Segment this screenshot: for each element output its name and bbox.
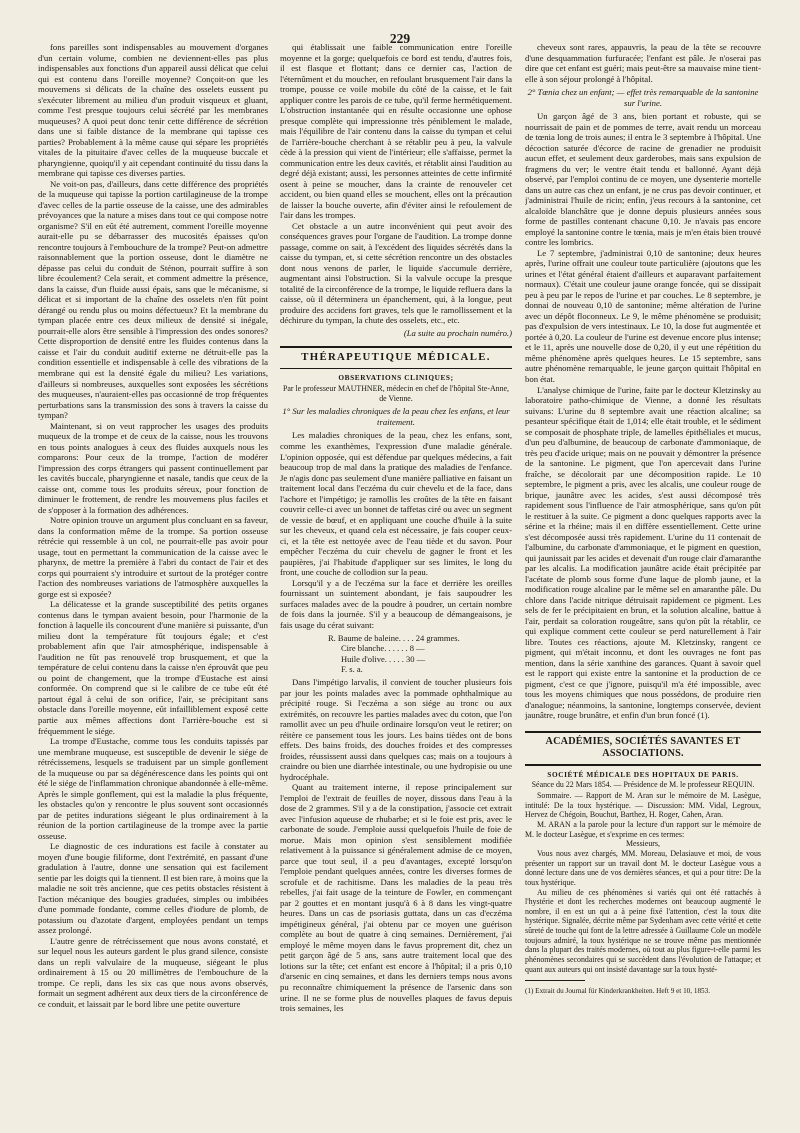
- paragraph: Au milieu de ces phénomènes si variés qui ont été rattachés à l'hystérie et dont les recherches modernes ont beaucoup augmenté le nombre, il en est un qui a à peine fixé l'attention, c'est la toux dite hystérique. Signalée, décrite même par Sydenham avec cette vérité et cette sûreté de touche qui font de la lettre adressée à Guillaume Cole un modèle toujours admiré, la toux hystérique ne se trouve même pas mentionnée dans la plupart des traités modernes, où tout au plus figure-t-elle parmi les phénomènes secondaires qui se succèdent dans l'évolution de l'attaque; et quant aux auteurs qui ont insisté davantage sur la toux hysté-: [525, 887, 761, 974]
- paragraph: M. ARAN a la parole pour la lecture d'un rapport sur le mémoire de M. le docteur Lasègue, et s'exprime en ces termes:: [525, 820, 761, 839]
- column-middle: [280, 42, 512, 1120]
- society-name: SOCIÉTÉ MÉDICALE DES HOPITAUX DE PARIS.: [547, 769, 739, 779]
- paragraph: La trompe d'Eustache, comme tous les conduits tapissés par une membrane muqueuse, est susceptible de devenir le siége de rétrécissemens, lesquels se traduisent par un simple gonflement de la muqueuse ou par sa dégénérescence dans les points qui ont été le siége de l'inflammation chronique abandonnée à elle-même. Après le simple gonflement, qui est la maladie la plus fréquente, les obstacles qu'on y rencontre le plus souvent sont occasionnés par de petites indurations siégeant le plus ordinairement à la réunion de la portion cartilagineuse de la trompe avec la partie osseuse.: [38, 736, 268, 841]
- paragraph: Maintenant, si on veut rapprocher les usages des produits muqueux de la trompe et de ceux de la caisse, nous les trouvons en tous points analogues à ceux des fluides auxquels nous les comparons: Pour ceux de la trompe, l'action de modérer l'impression des corps étrangers qui passent continuellement par les cavités buccale, pharyngienne et nasale, tandis que ceux de la caisse ont, comme tous les produits séreux, pour fonction de diminuer le frottement, de rendre les mouvemens plus faciles et de s'opposer à la formation des adhérences.: [38, 420, 268, 515]
- sommaire: Sommaire. — Rapport de M. Aran sur le mémoire de M. Lasègue, intitulé: De la toux hystérique. — Discussion: MM. Vidal, Legroux, Hervez de Chégoin, Bouchut, Barthez, H. Roger, Cahen, Aran.: [525, 791, 761, 820]
- paragraph: qui établissait une faible communication entre l'oreille moyenne et la gorge; quelquefois ce bord est tendu, d'autres fois, il est flasque et flottant; dans ce dernier cas, l'action de l'éternûment et du moucher, en refoulant brusquement l'air dans la trompe, pousse ce voile mobile du côté de la caisse, et le fait appliquer contre les parois de ce tube, qu'il ferme hermétiquement. L'obstruction instantanée qui en résulte occasionne une ophose presque complète qui impressionne très péniblement le malade, mais l'équilibre de l'air contenu dans la caisse du tympan et celui de l'arrière-bouche cherchant à se rétablir peu à peu, la valvule cède à la pression qui vient de l'intérieur; elle s'affaisse, permet la communication entre les deux cavités, et rétablit ainsi l'audition au degré déjà existant; aussi, les personnes atteintes de cette infirmité osent à peine se moucher, dans la crainte de renouveler cet accident, ou bien quand elles se mouchent, elles ont la précaution de laisser la bouche ouverte, afin d'éviter ainsi le refoulement de l'air dans les trompes.: [280, 42, 512, 221]
- section-subtitle: OBSERVATIONS CLINIQUES;: [338, 372, 454, 382]
- paragraph: Le diagnostic de ces indurations est facile à constater au moyen d'une bougie filiforme, dont l'extrémité, en passant d'une gradulation à l'autre, donne une sensation qui est facilement sentie par les doigts qui la tiennent. Il est bien rare, à moins que la maladie ne soit très ancienne, que ces petits obstacles résistent à l'action mécanique des bougies graduées, simples ou imbibées d'une pommade fondante, comme celles d'iodure de plomb, de potassium ou d'azotate d'argent, employées pendant un temps assez prolongé.: [38, 841, 268, 936]
- session-date: Séance du 22 Mars 1854. — Présidence de M. le professeur REQUIN.: [531, 779, 755, 789]
- column-left: [38, 42, 268, 1120]
- section-title-therapeutique: THÉRAPEUTIQUE MÉDICALE.: [280, 346, 512, 368]
- continued-note: (La suite au prochain numéro.): [403, 327, 512, 338]
- paragraph: Quant au traitement interne, il repose principalement sur l'emploi de l'extrait de feuilles de noyer, dissous dans l'eau à la dose de 2 grammes. S'il y a de la constipation, j'associe cet extrait avec l'infusion aqueuse de rhubarbe; et si le foie est pris, avec le carbonate de soude. J'emploie aussi quelquefois l'huile de foie de morue. Mais mon opinion s'est sensiblement modifiée relativement à la puissance si généralement admise de ce moyen, parce que tout seul, il a peu d'avantages, excepté lorsqu'on l'emploie pendant quelques années, contre les diverses formes de scrofule et de rachitisme. Dans les maladies de la peau très rebelles, j'ai fait usage de la teinture de Fowler, en commençant par 2 gouttes et en montant jusqu'à 6 à 8 dans les vingt-quatre heures. Dans un cas de psoriasis guttata, dans un cas d'eczéma impétigineux général, j'ai obtenu par ce moyen une guérison complète au bout de quatre à cinq semaines. Dernièrement, j'ai employé le même moyen dans le favus proprement dit, chez un petit garçon âgé de 5 ans, sans autre traitement local que des lotions sur la tête; cet enfant est encore à l'hôpital; il a pris 0,10 d'arsenic en cinq semaines, et dans les derniers temps nous avons pu reconnaître chimiquement la présence de l'arsenic dans son urine. Il ne se forme plus de nouvelles plaques de favus depuis trois semaines, les: [280, 782, 512, 1014]
- paragraph: Un garçon âgé de 3 ans, bien portant et robuste, qui se nourrissait de pain et de pommes de terre, avait rendu un morceau de tœnia long de trois aunes; il entra le 3 septembre à l'hôpital. Une décoction saturée d'écorce de racine de grenadier ne produisit aucun effet, et seulement deux garderobes, mais sans expulsion de fragmens du ver; le ventre était tendu et ballonné. Ayant déjà observé, par l'emploi continu de ce moyen, une dysenterie mortelle dans un autre cas chez un enfant, je ne crus pas devoir continuer, et j'administrai l'huile de ricin; enfin, j'eus recours à la santonine, cet alcaloïde blanchâtre que je donne depuis plusieurs années sous forme de pastilles contenant chacune 0,10. Je n'avais pas encore employé la santonine contre le tœnia, mais je m'en étais bien trouvé contre les lombrics.: [525, 111, 761, 248]
- paragraph: Vous nous avez chargés, MM. Moreau, Delasiauve et moi, de vous présenter un rapport sur un travail dont M. le docteur Lasègue vous a donné lecture dans une de vos dernières séances, et qui a pour titre: De la toux hystérique.: [525, 849, 761, 887]
- paragraph: L'autre genre de rétrécissement que nous avons constaté, et sur lequel nous les auteurs gardent le plus grand silence, consiste dans un repli valvulaire de la muqueuse, siégeant le plus ordinairement à 15 ou 20 millimètres de l'embouchure de la trompe. Ce repli, dans les six cas que nous avons observés, formait un segment adhérent aux deux tiers de la circonférence de ce conduit, et laissait par le bord libre une petite ouverture: [38, 935, 268, 1009]
- footnote-rule: [525, 980, 585, 981]
- column-right: [525, 42, 761, 1120]
- article-heading: 1° Sur les maladies chroniques de la peau chez les enfans, et leur traitement.: [282, 406, 510, 427]
- paragraph: Ne voit-on pas, d'ailleurs, dans cette différence des propriétés de la muqueuse qui tapisse la portion cartilagineuse de la trompe d'avec celles de la partie osseuse de la caisse, une des admirables prévoyances que la nature a mises dans tout ce qui compose notre organisme? S'il en eût été autrement, comment l'oreille moyenne aurait-elle pu se débarrasser des mucosités épaisses qu'on rencontre toujours à l'embouchure de la trompe? Peut-on admettre raisonnablement que la portion osseuse, dont le diamètre ne dépasse pas celui du conduit de Sténon, pourrait suffire à son libre écoulement? Cela serait, et comment admettre la présence, dans la caisse, d'un fluide aussi épais, sans que le mécanisme, si délicat et si important de la chaîne des osselets n'en fût point dérangé ou rendu plus ou moins défectueux? Et la membrane du tympan placée entre ces deux milieux de densité si inégale, pourrait-elle alors être sensible à l'impression des ondes sonores? Cette disproportion de densité entre les fluides contenus dans la caisse et l'air du conduit auditif externe ne détruit-elle pas la condition essentielle et indispensable à celle des vibrations de la membrane qui est la densité égale du milieu? Les variations, d'ailleurs si nombreuses, auxquelles sont exposées les sécrétions des muqueuses, n'auraient-elles pas occasionné de trop fréquentes perturbations sans la transmission des sons à travers la caisse du tympan?: [38, 178, 268, 421]
- recipe-line: R. Baume de baleine. . . . 24 grammes.: [328, 633, 460, 644]
- section-title-academies: ACADÉMIES, SOCIÉTÉS SAVANTES ET ASSOCIATIONS.: [525, 731, 761, 766]
- recipe-line: Huile d'olive. . . . . 30 —: [341, 653, 426, 664]
- article-heading: 2° Tœnia chez un enfant; — effet très remarquable de la santonine sur l'urine.: [527, 87, 759, 108]
- paragraph: L'analyse chimique de l'urine, faite par le docteur Kletzinsky au laboratoire patho-chimique de Vienne, a donné les résultats suivans: L'urine du 8 septembre avait une réaction alcaline; sa pesanteur spécifique était de 1,014; elle était trouble, et le sédiment se composait de phosphate triple, de lamelles épithéliales et mucus, d'un peu d'albumine, de beaucoup de carbonate d'ammoniaque, de très peu d'acide urique; mais on ne pouvait y démontrer la présence de la santonine. Le pigment, que l'on apercevait dans l'urine fraîche, se décolorait par une décomposition rapide. Le 10 septembre, le pigment a pris, avec les alcalis, une couleur rouge de brique, jaunâtre avec les acides, s'est aussi décomposé très rapidement sous l'influence de l'air atmosphérique, sans qu'on pût le restituer à la suite. Ce pigment a donc quelques rapports avec la sérine et la rhéine; mais il en diffère essentiellement. Cette urine s'est décomposée aussi très rapidement. L'urine du 11 contenait de l'albumine, du carbonate d'ammoniaque, et le pigment en question, qui jaunissait par les acides et devenait d'un rouge clair d'amaranthe par les alcalis. La modification jaunâtre acide était précipitée par l'acétate de plomb sous forme d'une laque de plomb jaune, et la modification rouge alcaline par le même sel en amaranthe pâle. Du chlore dans l'acide nitrique détruisait rapidement ce pigment. Les sels de fer le précipitaient en brun, et la solution alcaline, battue à l'air, perdait sa coloration rougeâtre, sans qu'on pût la rétablir, ce qui explique comment cette couleur se perd naturellement à l'air libre. Toutes ces réactions, ajoute M. Kletzinsky, rangent ce pigment, qui m'était inconnu, et dont les ouvrages ne font pas mention, dans la série xanthine des garances. Quant à savoir quel est le rapport qui existe entre la santonine et la production de ce pigment, c'est ce que j'ignore, puisqu'il m'a été impossible, avec tous les moyens chimiques que nous possédons, de produire rien d'analogue; néanmoins, la santonine, longtemps conservée, devient jaunâtre, rouge brunâtre, et enfin d'un brun foncé (1).: [525, 384, 761, 721]
- paragraph: Messieurs,: [626, 839, 660, 849]
- paragraph: Dans l'impétigo larvalis, il convient de toucher plusieurs fois par jour les points malades avec la pommade ophthalmique au précipité rouge. Si l'eczéma a son siége au tronc ou aux extrémités, on recouvre les parties malades avec du coton, que l'on ramollit avec un peu d'huile ordinaire lorsqu'on veut le retirer; on réitère ce pansement tous les jours. Les bains tièdes ont de bons effets. Des bains froids, des douches froides et des compresses froides, réussissent aussi dans quelques cas; mais on a toujours à craindre ou bien une diarrhée intestinale, ou une hydropisie ou une hydrocéphale.: [280, 677, 512, 782]
- paragraph: Notre opinion trouve un argument plus concluant en sa faveur, dans la conformation même de la trompe. Sa portion osseuse rétrécie qui ressemble à un col, ne pourrait-elle pas avoir pour usage, tout en permettant la communication de la caisse avec le pharynx, de mettre la première à l'abri du contact de l'air et des corps qui pourraient s'y introduire et surtout de la protéger contre l'action des nombreuses variations de l'atmosphère auxquelles la gorge est si exposée?: [38, 515, 268, 599]
- paragraph: Cet obstacle a un autre inconvénient qui peut avoir des conséquences graves pour l'organe de l'audition. La trompe donne passage, comme on sait, à l'excédent des liquides sécrétés dans la caisse du tympan, et, si cette sécrétion rencontre un des obstacles dont nous venons de parler, le liquide s'accumule derrière, augmentant ainsi l'obstruction. Si la valvule occupe la presque totalité de la circonférence de la trompe, le liquide refluera dans la caisse, où il déterminera un épanchement, qui, à la longue, peut produire des accidens fort graves, tels que le ramollissement et la déchirure du tympan, la chute des osselets, etc., etc.: [280, 220, 512, 326]
- footnote: (1) Extrait du Journal für Kinderkrankheiten. Heft 9 et 10, 1853.: [525, 987, 711, 996]
- page-number: 229: [389, 31, 411, 46]
- paragraph: Lorsqu'il y a de l'eczéma sur la face et derrière les oreilles fournissant un suintement abondant, je fais saupoudrer les surfaces malades avec de la poudre à poudrer, un certain nombre de fois dans la journée. S'il y a beaucoup de démangeaisons, je fais usage du cérat suivant:: [280, 577, 512, 630]
- recipe: [328, 633, 512, 674]
- paragraph: La délicatesse et la grande susceptibilité des petits organes contenus dans le tympan avaient besoin, pour l'harmonie de la fonction à laquelle ils concourent d'une manière si puissante, d'un milieu dont la température fût toujours égale; et c'est probablement afin que l'air atmosphérique, indispensable à l'audition ne fût pas renouvelé trop brusquement, et que la température de celui contenu dans la caisse n'en éprouvât que peu ou point de changement, que la trompe d'Eustache est ainsi conformée. On comprend que si le calibre de ce tube eût été partout égal à celui de son orifice, l'air, se précipitant sans obstacle dans l'oreille moyenne, eût infailliblement exposé cette partie aux mêmes affections dont l'arrière-bouche est si fréquemment le siége.: [38, 599, 268, 736]
- paragraph: Le 7 septembre, j'administrai 0,10 de santonine; deux heures après, l'urine offrait une couleur toute particulière (ajoutons que les urines et l'état général étaient d'ailleurs et auparavant parfaitement normaux). C'était une couleur jaune orange foncée, qui se dissipait peu à peu par le repos de l'urine et par couches. Le 8 septembre, je donnai de nouveau 0,10 de santonine; même altération de l'urine avec un dépôt floconneux. Le 9, le même phénomène se produisit; pas d'expulsion de vers intestinaux. Le 10, la dose fut augmentée et portée à 0,20. La couleur de l'urine est devenue encore plus intense; et le 11, après une nouvelle dose de 0,20, il y eut une répétition du même phénomène après quelques heures. Le 15 septembre, sans autre phénomène remarquable, le jeune garçon quittait l'hôpital en bon état.: [525, 247, 761, 384]
- paragraph: fons pareilles sont indispensables au mouvement d'organes d'un certain volume, combien ne deviennent-elles pas plus indispensables aux fonctions d'un appareil aussi délicat que celui qui est contenu dans l'oreille moyenne? Conçoit-on que les mouvemens si délicats de la chaîne des osselets eussent pu s'exécuter librement au milieu d'un produit visqueux et gluant, comme l'est presque toujours celui sécrété par les membranes muqueuses? A quoi peut donc tenir cette différence de sécrétion dans une si faible distance de la membrane qui tapisse ces parties? Probablement à la même cause qui sépare les propriétés vitales de la pituitaire d'avec celles de la muqueuse buccale et pharyngienne, quoiqu'il y ait cependant continuité du tissu dans la membrane qui tapisse ces diverses parties.: [38, 42, 268, 179]
- article-author: Par le professeur MAUTHNER, médecin en chef de l'hôpital Ste-Anne, de Vienne.: [282, 384, 510, 403]
- paragraph: Les maladies chroniques de la peau, chez les enfans, sont, comme les exanthèmes, l'expression d'une maladie générale. L'opinion opposée, qui est défendue par quelques médecins, a fait beaucoup trop de mal dans la pratique des maladies de l'enfance. Je n'agis donc pas seulement d'une manière palliative en faisant un traitement local dans l'eczéma du cuir chevelu et de la face, dans l'achore et l'impétigo; je ramollis les croûtes de la tête en faisant couvrir celle-ci avec un bonnet de taffetas ciré ou avec un segment de vessie de bœuf, et en appliquant une couche d'huile à la suite sur les cheveux, et quand cela est nécessaire, je fais couper ceux-ci, et la tête est nettoyée avec de l'eau tiède et du savon. Pour empêcher l'eczéma du cuir chevelu de gagner le front et les paupières, j'ai l'habitude d'appliquer sur ses limites, le long du front, une couche de collodion sur la peau.: [280, 430, 512, 578]
- paragraph: cheveux sont rares, appauvris, la peau de la tête se recouvre d'une desquammation furfuracée; l'enfant est pâle. Je n'oserai pas dire que cet enfant est guéri; mais peut-être sa mauvaise mine tient-elle à son séjour prolongé à l'hôpital.: [525, 42, 761, 84]
- recipe-line: Cire blanche. . . . . . 8 —: [341, 643, 425, 654]
- recipe-line: F. s. a.: [341, 663, 363, 674]
